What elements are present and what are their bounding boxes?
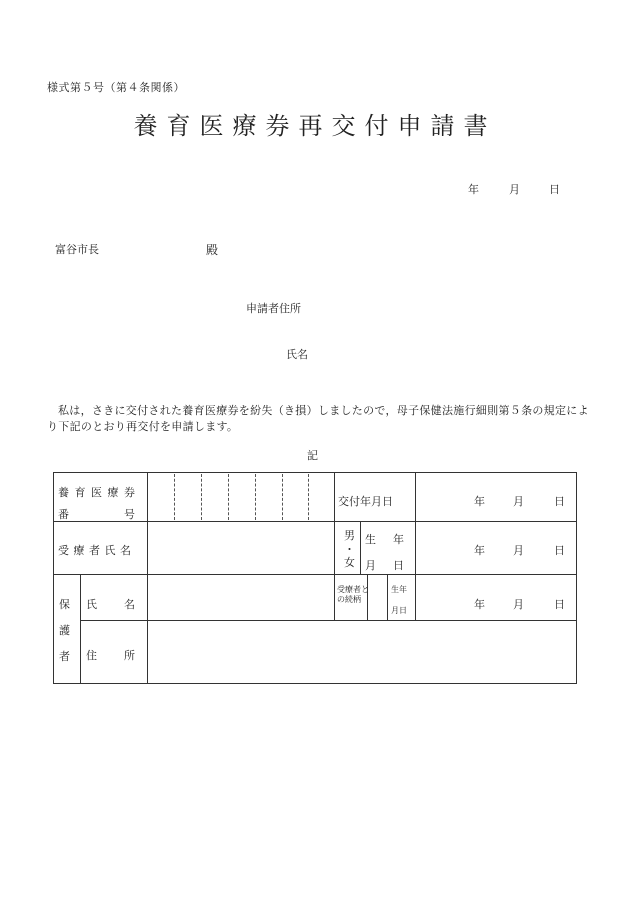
applicant-address-label: 申請者住所	[246, 302, 301, 315]
birth-label-nen: 年	[393, 533, 404, 546]
table-border-left	[53, 472, 54, 684]
patient-birth-day: 日	[554, 544, 565, 557]
digit-box-divider	[174, 474, 175, 520]
ticket-number-label-go: 号	[124, 508, 135, 521]
guardian-address-label-a: 住	[86, 649, 97, 662]
sex-male: 男	[344, 529, 355, 542]
guardian-label-ho: 保	[59, 598, 70, 611]
issue-date-month: 月	[513, 495, 524, 508]
col-divider-relation-value	[387, 574, 388, 620]
addressee-suffix: 殿	[206, 243, 219, 257]
table-border-top	[53, 472, 577, 473]
patient-name-label: 受 療 者 氏 名	[58, 544, 132, 557]
ticket-number-label-ban: 番	[58, 508, 69, 521]
birth-label-bi: 日	[393, 559, 404, 572]
guardian-birth-label-2: 月日	[391, 606, 407, 615]
col-divider-middle	[334, 472, 335, 620]
digit-box-divider	[282, 474, 283, 520]
date-day-label: 日	[549, 183, 560, 196]
col-divider-date	[415, 472, 416, 620]
col-divider-guardian	[80, 574, 81, 684]
relation-label-2: の続柄	[337, 595, 361, 604]
sex-female: 女	[344, 556, 355, 569]
ticket-number-label: 養 育 医 療 券	[58, 486, 136, 499]
form-number: 様式第５号（第４条関係）	[47, 81, 185, 94]
digit-box-divider	[228, 474, 229, 520]
ki-label: 記	[307, 449, 318, 462]
guardian-label-sha: 者	[59, 650, 70, 663]
applicant-name-label: 氏名	[286, 348, 308, 361]
guardian-birth-year: 年	[474, 598, 485, 611]
birth-label-getsu: 月	[365, 559, 376, 572]
guardian-address-label-b: 所	[124, 649, 135, 662]
issue-date-day: 日	[554, 495, 565, 508]
row-divider-2	[53, 574, 577, 575]
patient-birth-month: 月	[513, 544, 524, 557]
guardian-birth-day: 日	[554, 598, 565, 611]
body-text: 私は，さきに交付された養育医療券を紛失（き損）しましたので，母子保健法施行細則第５条の規定により下記のとおり再交付を申請します。	[47, 404, 589, 433]
col-divider-relation	[367, 574, 368, 620]
digit-box-divider	[308, 474, 309, 520]
col-divider-label	[147, 472, 148, 684]
relation-label-1: 受療者と	[337, 585, 369, 594]
row-divider-3	[80, 620, 577, 621]
table-border-right	[576, 472, 577, 684]
digit-box-divider	[255, 474, 256, 520]
birth-label-sei: 生	[365, 533, 376, 546]
sex-separator: ・	[344, 543, 355, 556]
table-border-bottom	[53, 683, 577, 684]
patient-birth-year: 年	[474, 544, 485, 557]
guardian-label-go: 護	[59, 624, 70, 637]
col-divider-sex	[360, 521, 361, 574]
issue-date-year: 年	[474, 495, 485, 508]
issue-date-label: 交付年月日	[338, 495, 393, 508]
guardian-name-label-b: 名	[124, 598, 135, 611]
guardian-name-label-a: 氏	[86, 598, 97, 611]
guardian-birth-month: 月	[513, 598, 524, 611]
date-month-label: 月	[509, 183, 520, 196]
addressee: 富谷市長	[55, 243, 99, 256]
page-title: 養育医療券再交付申請書	[133, 112, 497, 140]
digit-box-divider	[201, 474, 202, 520]
date-year-label: 年	[468, 183, 479, 196]
guardian-birth-label-1: 生年	[391, 585, 407, 594]
